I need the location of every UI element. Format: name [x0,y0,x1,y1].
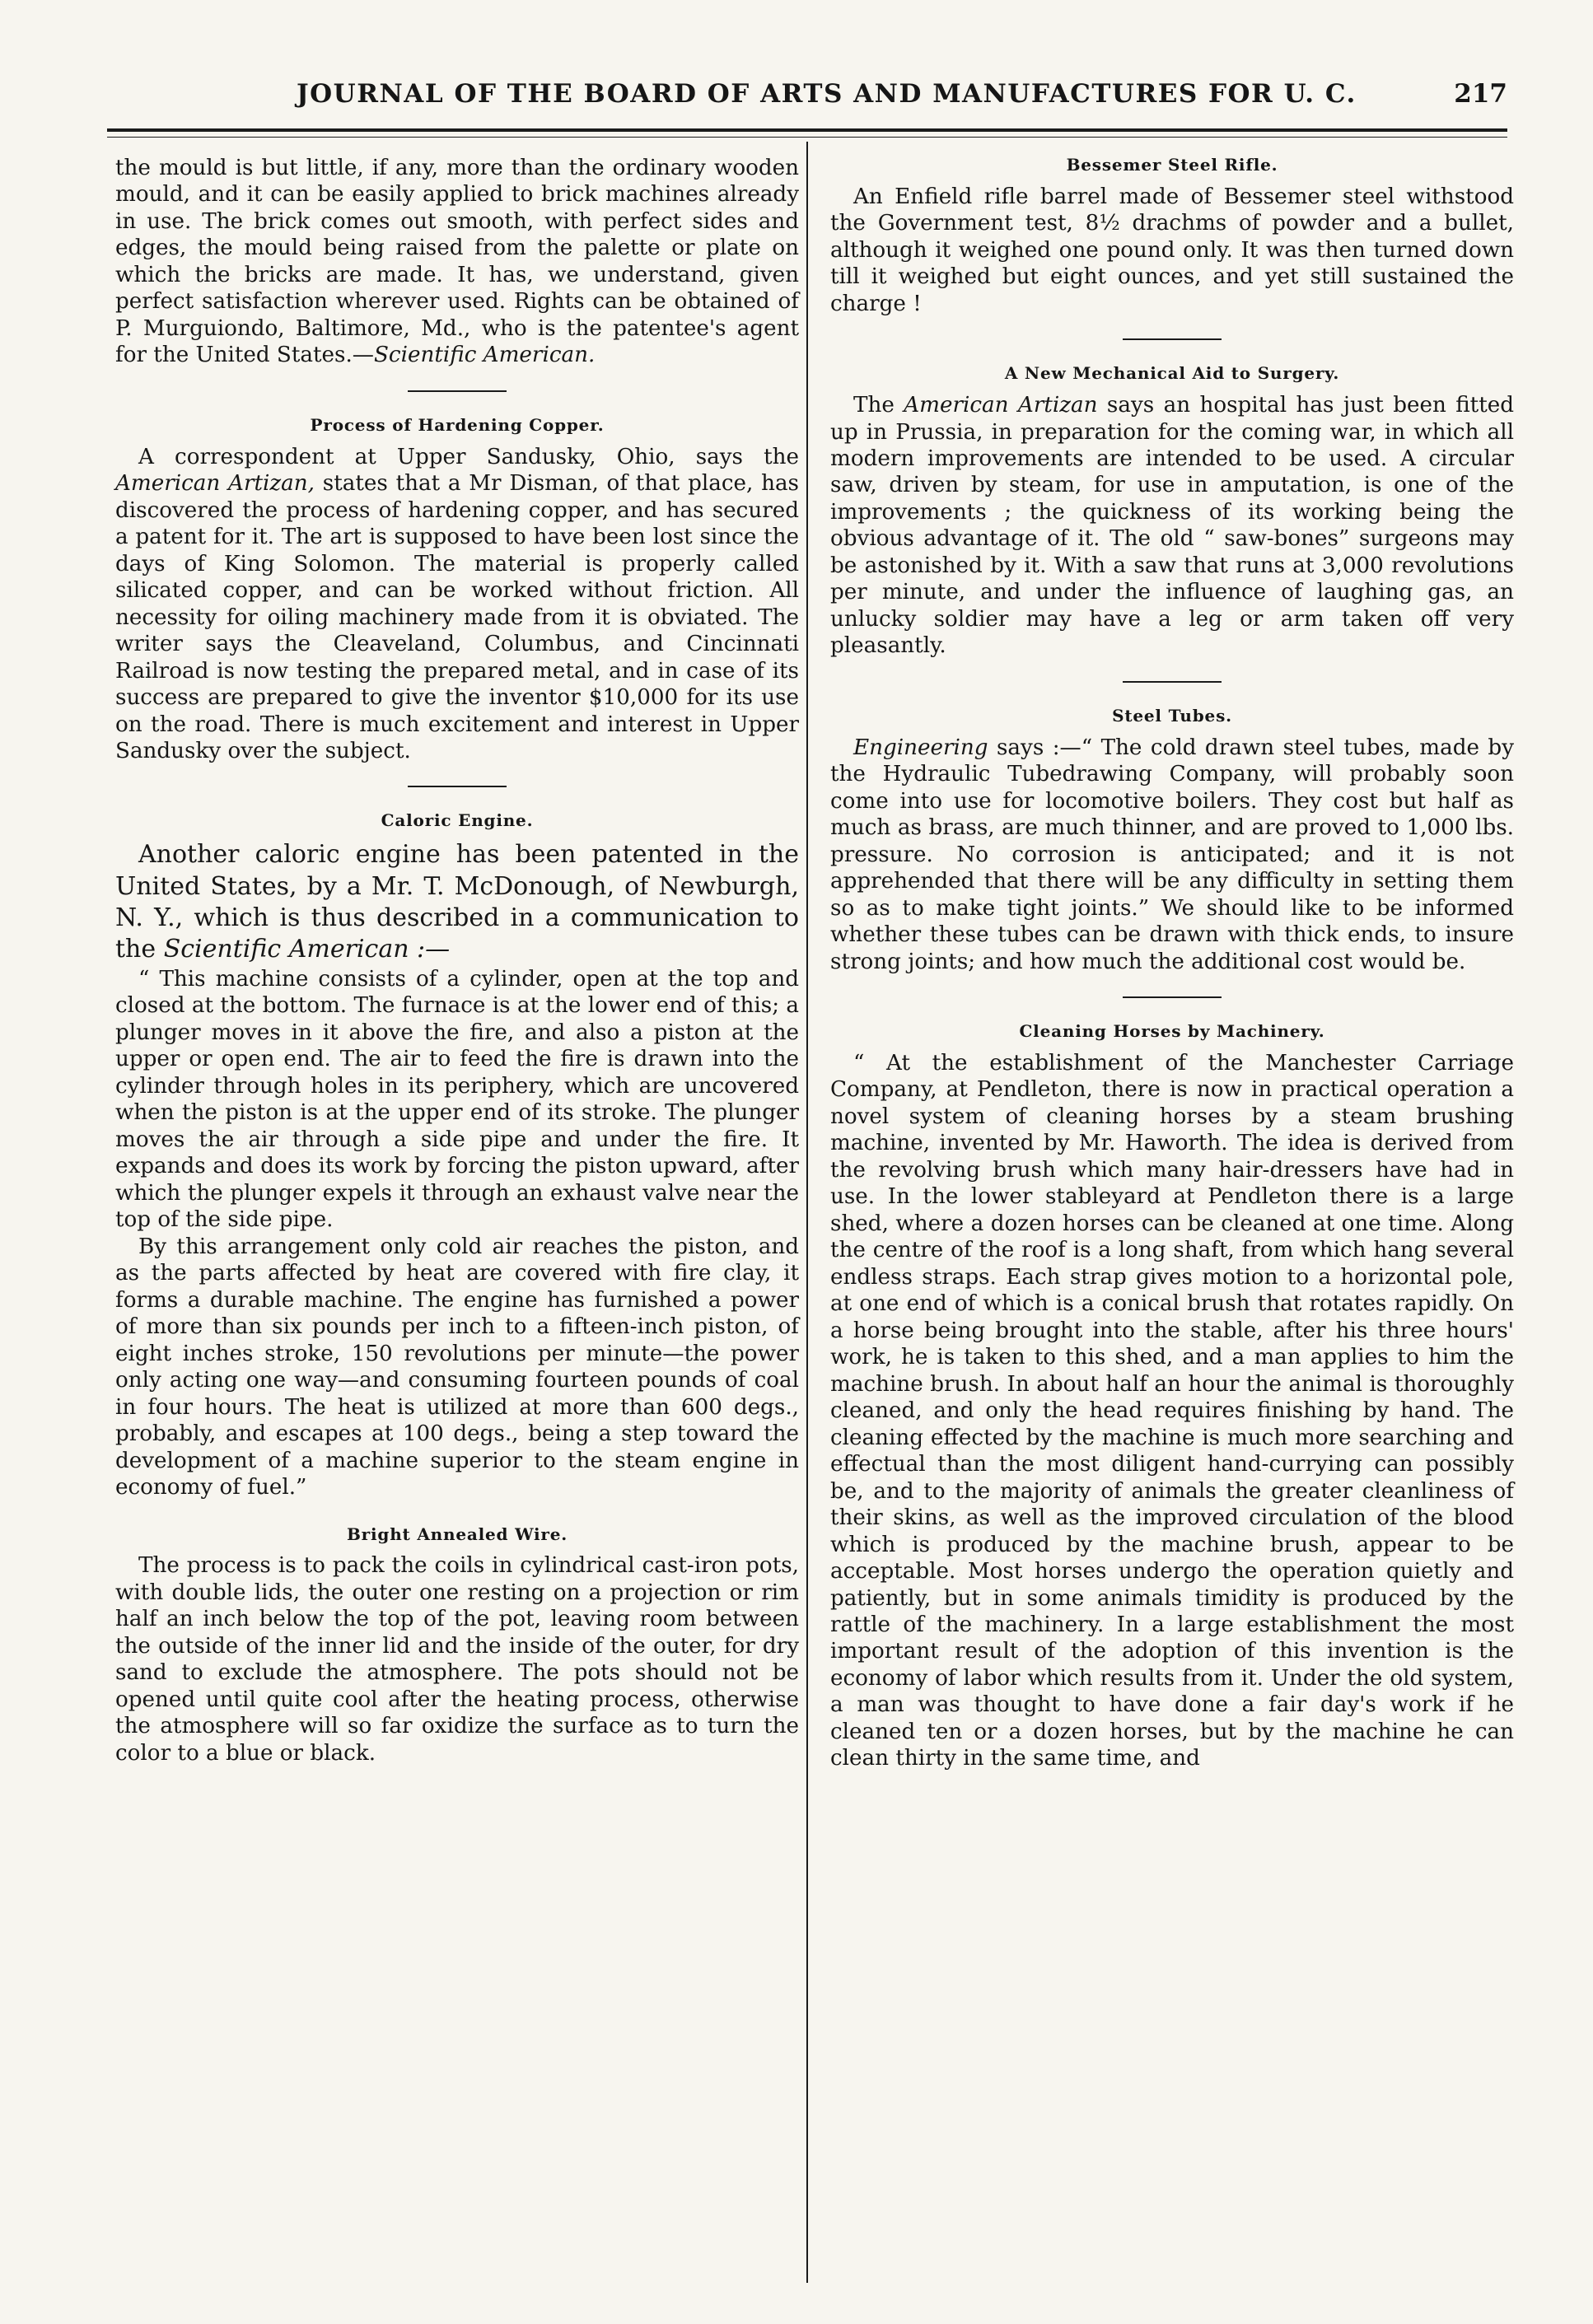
source-citation: American Artizan [904,393,1098,418]
section-rule [1123,681,1222,683]
source-citation: Scientific American. [373,343,596,368]
header-rule-thick [107,128,1507,132]
article-paragraph: the mould is but little, if any, more than the ordinary wooden mould, and it can be easily applied to brick machines already in use. The brick comes out smooth, with perfect sides and edges, the mould being raised from the palette or plate on which the bricks are made. It has, we understand, given perfect satisfaction wherever used. Rights can be obtained of P. Murguiondo, Baltimore, Md., who is the patentee's agent for the United States.—Scientific American. [115,156,799,368]
right-column [830,155,1514,1772]
section-rule [408,786,507,787]
section-title: Bessemer Steel Rifle. [1066,155,1278,175]
source-citation: Engineering [853,735,988,760]
article-paragraph: Engineering says :—“ The cold drawn steel tubes, made by the Hydraulic Tubedrawing Company, will probably soon come into use for locomotive boilers. They cost but half as much as brass, are much thinner, and are proved to 1,000 lbs. pressure. No corrosion is anticipated; and it is not apprehended that there will be any difficulty in setting them so as to make tight joints.” We should like to be informed whether these tubes can be drawn with thick ends, to insure strong joints; and how much the additional cost would be. [830,735,1514,974]
section-title: Process of Hardening Copper. [310,414,605,435]
running-header [107,79,1507,125]
section-rule [1123,338,1222,340]
section-title: Bright Annealed Wire. [346,1524,568,1544]
column-divider [806,142,808,2283]
source-citation: American Artizan, [115,471,315,497]
article-paragraph: The American Artizan says an hospital has just been fitted up in Prussia, in preparation for the coming war, in which all modern improvements are intended to be used. A circular saw, driven by steam, for use in amputation, is one of the improvements ; the quickness of its working being the obvious advantage of it. The old “ saw-bones” surgeons may be astonished by it. With a saw that runs at 3,000 revolutions per minute, and under the influence of laughing gas, an unlucky soldier may have a leg or arm taken off very pleasantly. [830,393,1514,659]
page-number: 217 [1454,79,1507,109]
journal-title: JOURNAL OF THE BOARD OF ARTS AND MANUFACTURES FOR U. C. [297,79,1357,109]
section-rule [408,390,507,392]
article-paragraph: “ At the establishment of the Manchester Carriage Company, at Pendleton, there is now in practical operation a novel system of cleaning horses by a steam brushing machine, invented by Mr. Haworth. The idea is derived from the revolving brush which many hair-dressers have had in use. In the lower stableyard at Pendleton there is a large shed, where a dozen horses can be cleaned at one time. Along the centre of the roof is a long shaft, from which hang several endless straps. Each strap gives motion to a horizontal pole, at one end of which is a conical brush that rotates rapidly. On a horse being brought into the stable, after his three hours' work, he is taken to this shed, and a man applies to him the machine brush. In about half an hour the animal is thoroughly cleaned, and only the head requires finishing by hand. The cleaning effected by the machine is much more searching and effectual than the most diligent hand-currying can possibly be, and to the majority of animals the greater cleanliness of their skins, as well as the improved circulation of the blood which is produced by the machine brush, appear to be acceptable. Most horses undergo the operation quietly and patiently, but in some animals timidity is produced by the rattle of the machinery. In a large establishment the most important result of the adoption of this invention is the economy of labor which results from it. Under the old system, a man was thought to have done a fair day's work if he cleaned ten or a dozen horses, but by the machine he can clean thirty in the same time, and [830,1050,1514,1771]
article-paragraph: A correspondent at Upper Sandusky, Ohio, says the American Artizan, states that a Mr Disman, of that place, has discovered the process of hardening copper, and has secured a patent for it. The art is supposed to have been lost since the days of King Solomon. The material is properly called silicated copper, and can be worked without friction. All necessity for oiling machinery made from it is obviated. The writer says the Cleaveland, Columbus, and Cincinnati Railroad is now testing the prepared metal, and in case of its success are prepared to give the inventor $10,000 for its use on the road. There is much excitement and interest in Upper Sandusky over the subject. [115,444,799,763]
left-column [115,155,799,1766]
article-paragraph: The process is to pack the coils in cylindrical cast-iron pots, with double lids, the outer one resting on a projection or rim half an inch below the top of the pot, leaving room between the outside of the inner lid and the inside of the outer, for dry sand to exclude the atmosphere. The pots should not be opened until quite cool after the heating process, otherwise the atmosphere will so far oxidize the surface as to turn the color to a blue or black. [115,1553,799,1766]
article-paragraph: By this arrangement only cold air reaches the piston, and as the parts affected by heat are covered with fire clay, it forms a durable machine. The engine has furnished a power of more than six pounds per inch to a fifteen-inch piston, of eight inches stroke, 150 revolutions per minute—the power only acting one way—and consuming fourteen pounds of coal in four hours. The heat is utilized at more than 600 degs., probably, and escapes at 100 degs., being a step toward the development of a machine superior to the steam engine in economy of fuel.” [115,1234,799,1500]
article-paragraph: Another caloric engine has been patented in the United States, by a Mr. T. McDonough, of Newburgh, N. Y., which is thus described in a communication to the Scientific American :— [115,840,799,964]
section-title: Cleaning Horses by Machinery. [1019,1021,1325,1042]
section-title: A New Mechanical Aid to Surgery. [1004,363,1340,384]
section-title: Steel Tubes. [1112,705,1232,726]
article-paragraph: “ This machine consists of a cylinder, open at the top and closed at the bottom. The furnace is at the lower end of this; a plunger moves in it above the fire, and also a piston at the upper or open end. The air to feed the fire is drawn into the cylinder through holes in its periphery, which are uncovered when the piston is at the upper end of its stroke. The plunger moves the air through a side pipe and under the fire. It expands and does its work by forcing the piston upward, after which the plunger expels it through an exhaust valve near the top of the side pipe. [115,966,799,1233]
article-paragraph: An Enfield rifle barrel made of Bessemer steel withstood the Government test, 8½ drachms of powder and a bullet, although it weighed one pound only. It was then turned down till it weighed but eight ounces, and yet still sustained the charge ! [830,184,1514,316]
section-title: Caloric Engine. [381,810,534,831]
source-citation: Scientific American :— [163,935,451,964]
header-rule-thin [107,137,1507,138]
section-rule [1123,996,1222,998]
